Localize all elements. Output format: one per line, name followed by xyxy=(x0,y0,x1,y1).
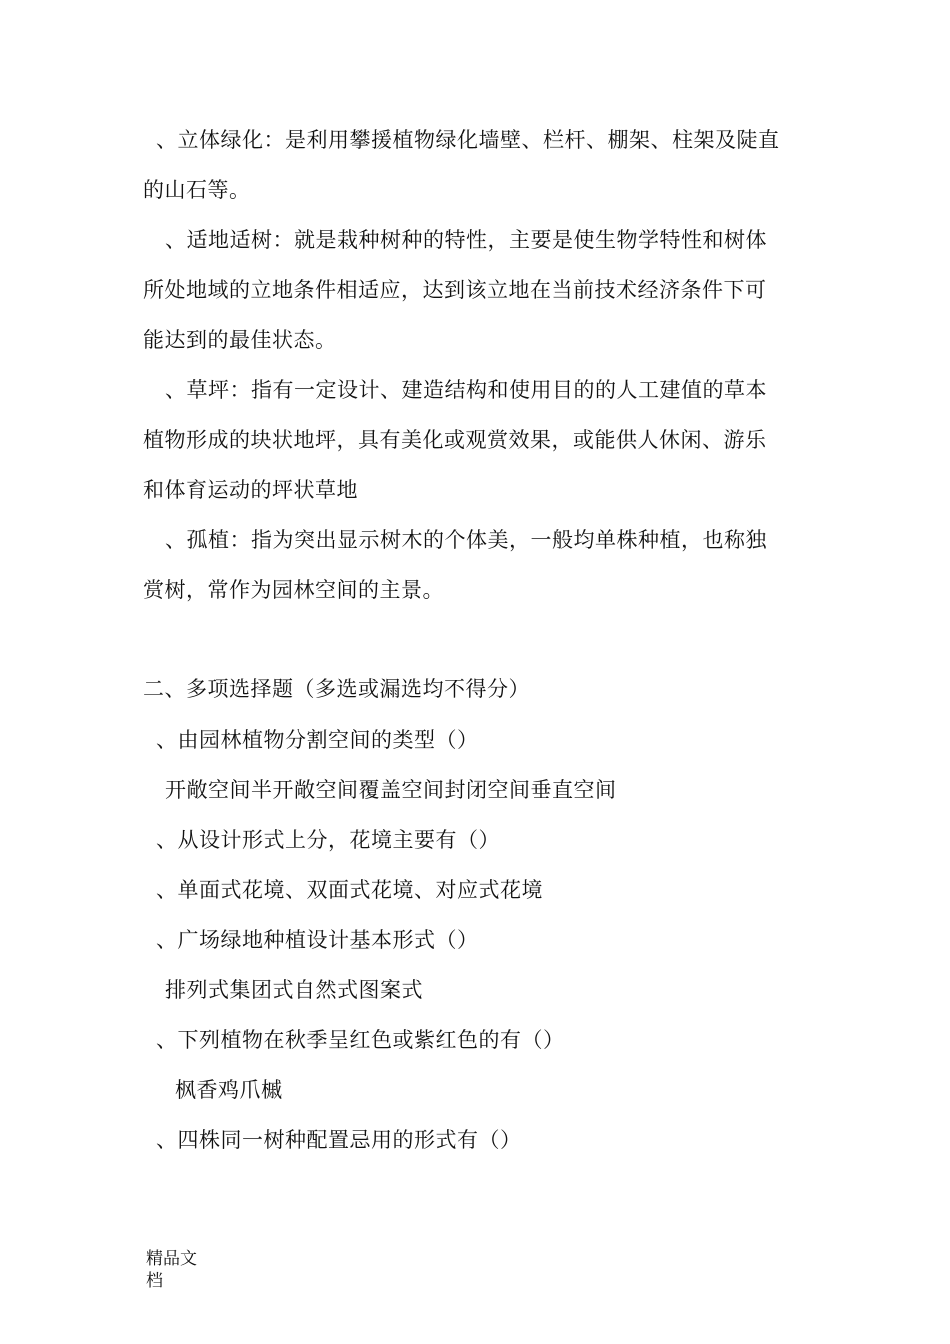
def-4-line-2: 赏树，常作为园林空间的主景。 xyxy=(143,578,444,602)
def-3-line-3: 和体育运动的坪状草地 xyxy=(143,478,358,502)
def-3-line-2: 植物形成的块状地坪，具有美化或观赏效果，或能供人休闲、游乐 xyxy=(143,428,767,452)
def-2-line-2: 所处地域的立地条件相适应，达到该立地在当前技术经济条件下可 xyxy=(143,278,767,302)
answer-3: 排列式集团式自然式图案式 xyxy=(165,978,423,1002)
answer-2: 、单面式花境、双面式花境、对应式花境 xyxy=(156,878,543,902)
footer-line-2: 档 xyxy=(146,1271,163,1291)
def-1-line-1: 、立体绿化：是利用攀援植物绿化墙壁、栏杆、棚架、柱架及陡直 xyxy=(156,128,780,152)
def-2-line-3: 能达到的最佳状态。 xyxy=(143,328,337,352)
question-1: 、由园林植物分割空间的类型（） xyxy=(156,728,479,752)
question-2: 、从设计形式上分，花境主要有（） xyxy=(156,828,500,852)
footer-watermark xyxy=(146,1248,216,1292)
answer-4: 枫香鸡爪槭 xyxy=(175,1078,283,1102)
question-5: 、四株同一树种配置忌用的形式有（） xyxy=(156,1128,522,1152)
def-3-line-1: 、草坪：指有一定设计、建造结构和使用目的的人工建值的草本 xyxy=(165,378,767,402)
answer-1: 开敞空间半开敞空间覆盖空间封闭空间垂直空间 xyxy=(165,778,617,802)
question-3: 、广场绿地种植设计基本形式（） xyxy=(156,928,479,952)
section-title: 二、多项选择题（多选或漏选均不得分） xyxy=(143,677,530,701)
def-1-line-2: 的山石等。 xyxy=(143,178,251,202)
question-4: 、下列植物在秋季呈红色或紫红色的有（） xyxy=(156,1028,565,1052)
def-2-line-1: 、适地适树：就是栽种树种的特性，主要是使生物学特性和树体 xyxy=(165,228,767,252)
footer-line-1: 精品文 xyxy=(146,1249,197,1269)
def-4-line-1: 、孤植：指为突出显示树木的个体美，一般均单株种植，也称独 xyxy=(165,528,767,552)
